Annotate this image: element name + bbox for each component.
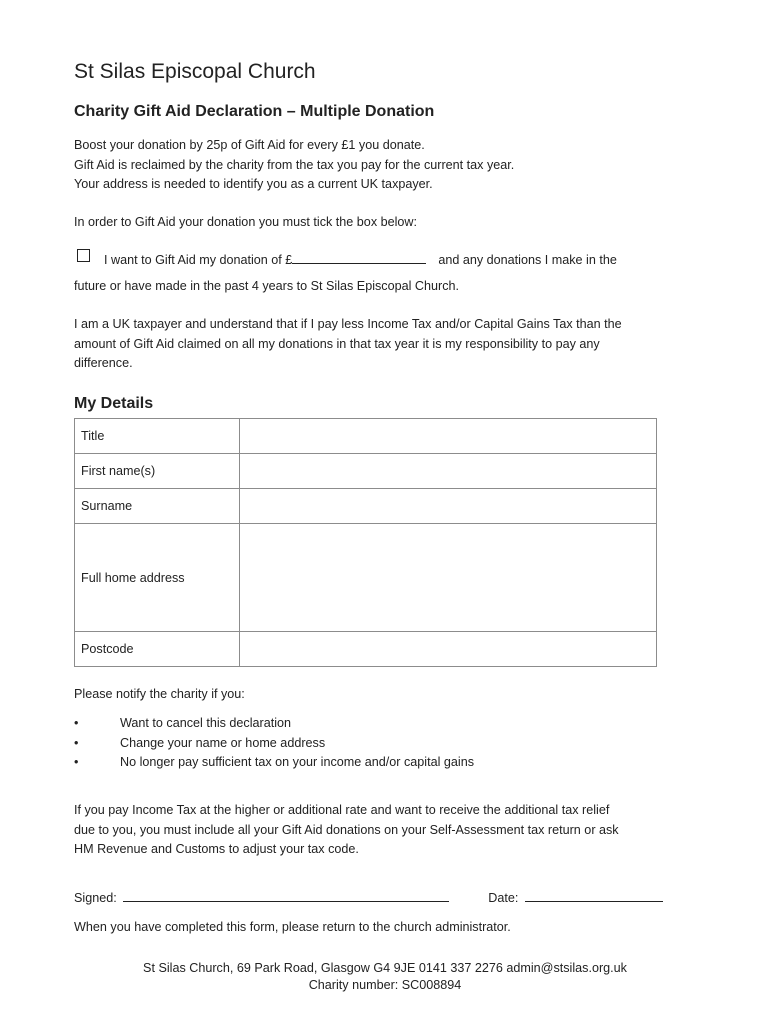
notify-intro: Please notify the charity if you: [74,687,245,701]
intro-line-1: Boost your donation by 25p of Gift Aid for every £1 you donate. [74,138,425,152]
organization-name: St Silas Episcopal Church [74,60,316,83]
signature-row [74,888,663,908]
declaration-line [104,250,617,270]
notify-item-cancel: Want to cancel this declaration [120,716,292,730]
details-row-address [75,524,657,632]
gift-aid-checkbox[interactable] [77,249,90,262]
higher-rate-note-line-3: HM Revenue and Customs to adjust your tax code. [74,842,359,856]
details-row-surname [75,489,657,524]
address-field[interactable] [240,524,657,632]
intro-line-2: Gift Aid is reclaimed by the charity from the tax you pay for the current tax year. [74,158,515,172]
list-item [74,734,474,754]
postcode-label: Postcode [75,632,240,667]
details-table [74,418,657,667]
higher-rate-note-line-1: If you pay Income Tax at the higher or additional rate and want to receive the additional tax relief [74,803,610,817]
notify-item-tax: No longer pay sufficient tax on your income and/or capital gains [120,755,474,769]
tick-instruction: In order to Gift Aid your donation you must tick the box below: [74,215,418,229]
title-field[interactable] [240,419,657,454]
surname-label: Surname [75,489,240,524]
address-label: Full home address [75,524,240,632]
my-details-heading: My Details [74,395,154,412]
title-label: Title [75,419,240,454]
notify-list [74,714,474,773]
bullet-icon: • [74,755,79,769]
signed-label: Signed: [74,891,117,905]
bullet-icon: • [74,735,79,750]
bullet-icon: • [74,716,79,730]
declaration-text-before: I want to Gift Aid my donation of £ [104,253,293,267]
date-label: Date: [488,891,519,905]
donation-amount-field[interactable] [292,251,426,264]
first-name-field[interactable] [240,454,657,489]
declaration-text-after: and any donations I make in the [438,253,617,267]
intro-line-3: Your address is needed to identify you as a current UK taxpayer. [74,177,433,191]
taxpayer-statement-line-2: amount of Gift Aid claimed on all my donations in that tax year it is my responsibility to pay any [74,337,600,351]
list-item [74,714,474,734]
postcode-field[interactable] [240,632,657,667]
higher-rate-note-line-2: due to you, you must include all your Gift Aid donations on your Self-Assessment tax return or ask [74,823,619,837]
form-title: Charity Gift Aid Declaration – Multiple Donation [74,103,435,120]
taxpayer-statement-line-3: difference. [74,356,133,370]
declaration-continuation: future or have made in the past 4 years to St Silas Episcopal Church. [74,279,460,293]
details-row-postcode [75,632,657,667]
details-row-title [75,419,657,454]
taxpayer-statement-line-1: I am a UK taxpayer and understand that if I pay less Income Tax and/or Capital Gains Tax than the [74,317,622,331]
footer-charity-number: Charity number: SC008894 [308,978,462,992]
surname-field[interactable] [240,489,657,524]
signature-field[interactable] [123,889,449,902]
footer-address: St Silas Church, 69 Park Road, Glasgow G4 9JE 0141 337 2276 admin@stsilas.org.uk [143,961,627,975]
notify-item-change: Change your name or home address [120,735,326,750]
return-note: When you have completed this form, please return to the church administrator. [74,920,511,934]
details-row-first-name [75,454,657,489]
first-name-label: First name(s) [75,454,240,489]
date-field[interactable] [525,889,663,902]
list-item [74,753,474,773]
